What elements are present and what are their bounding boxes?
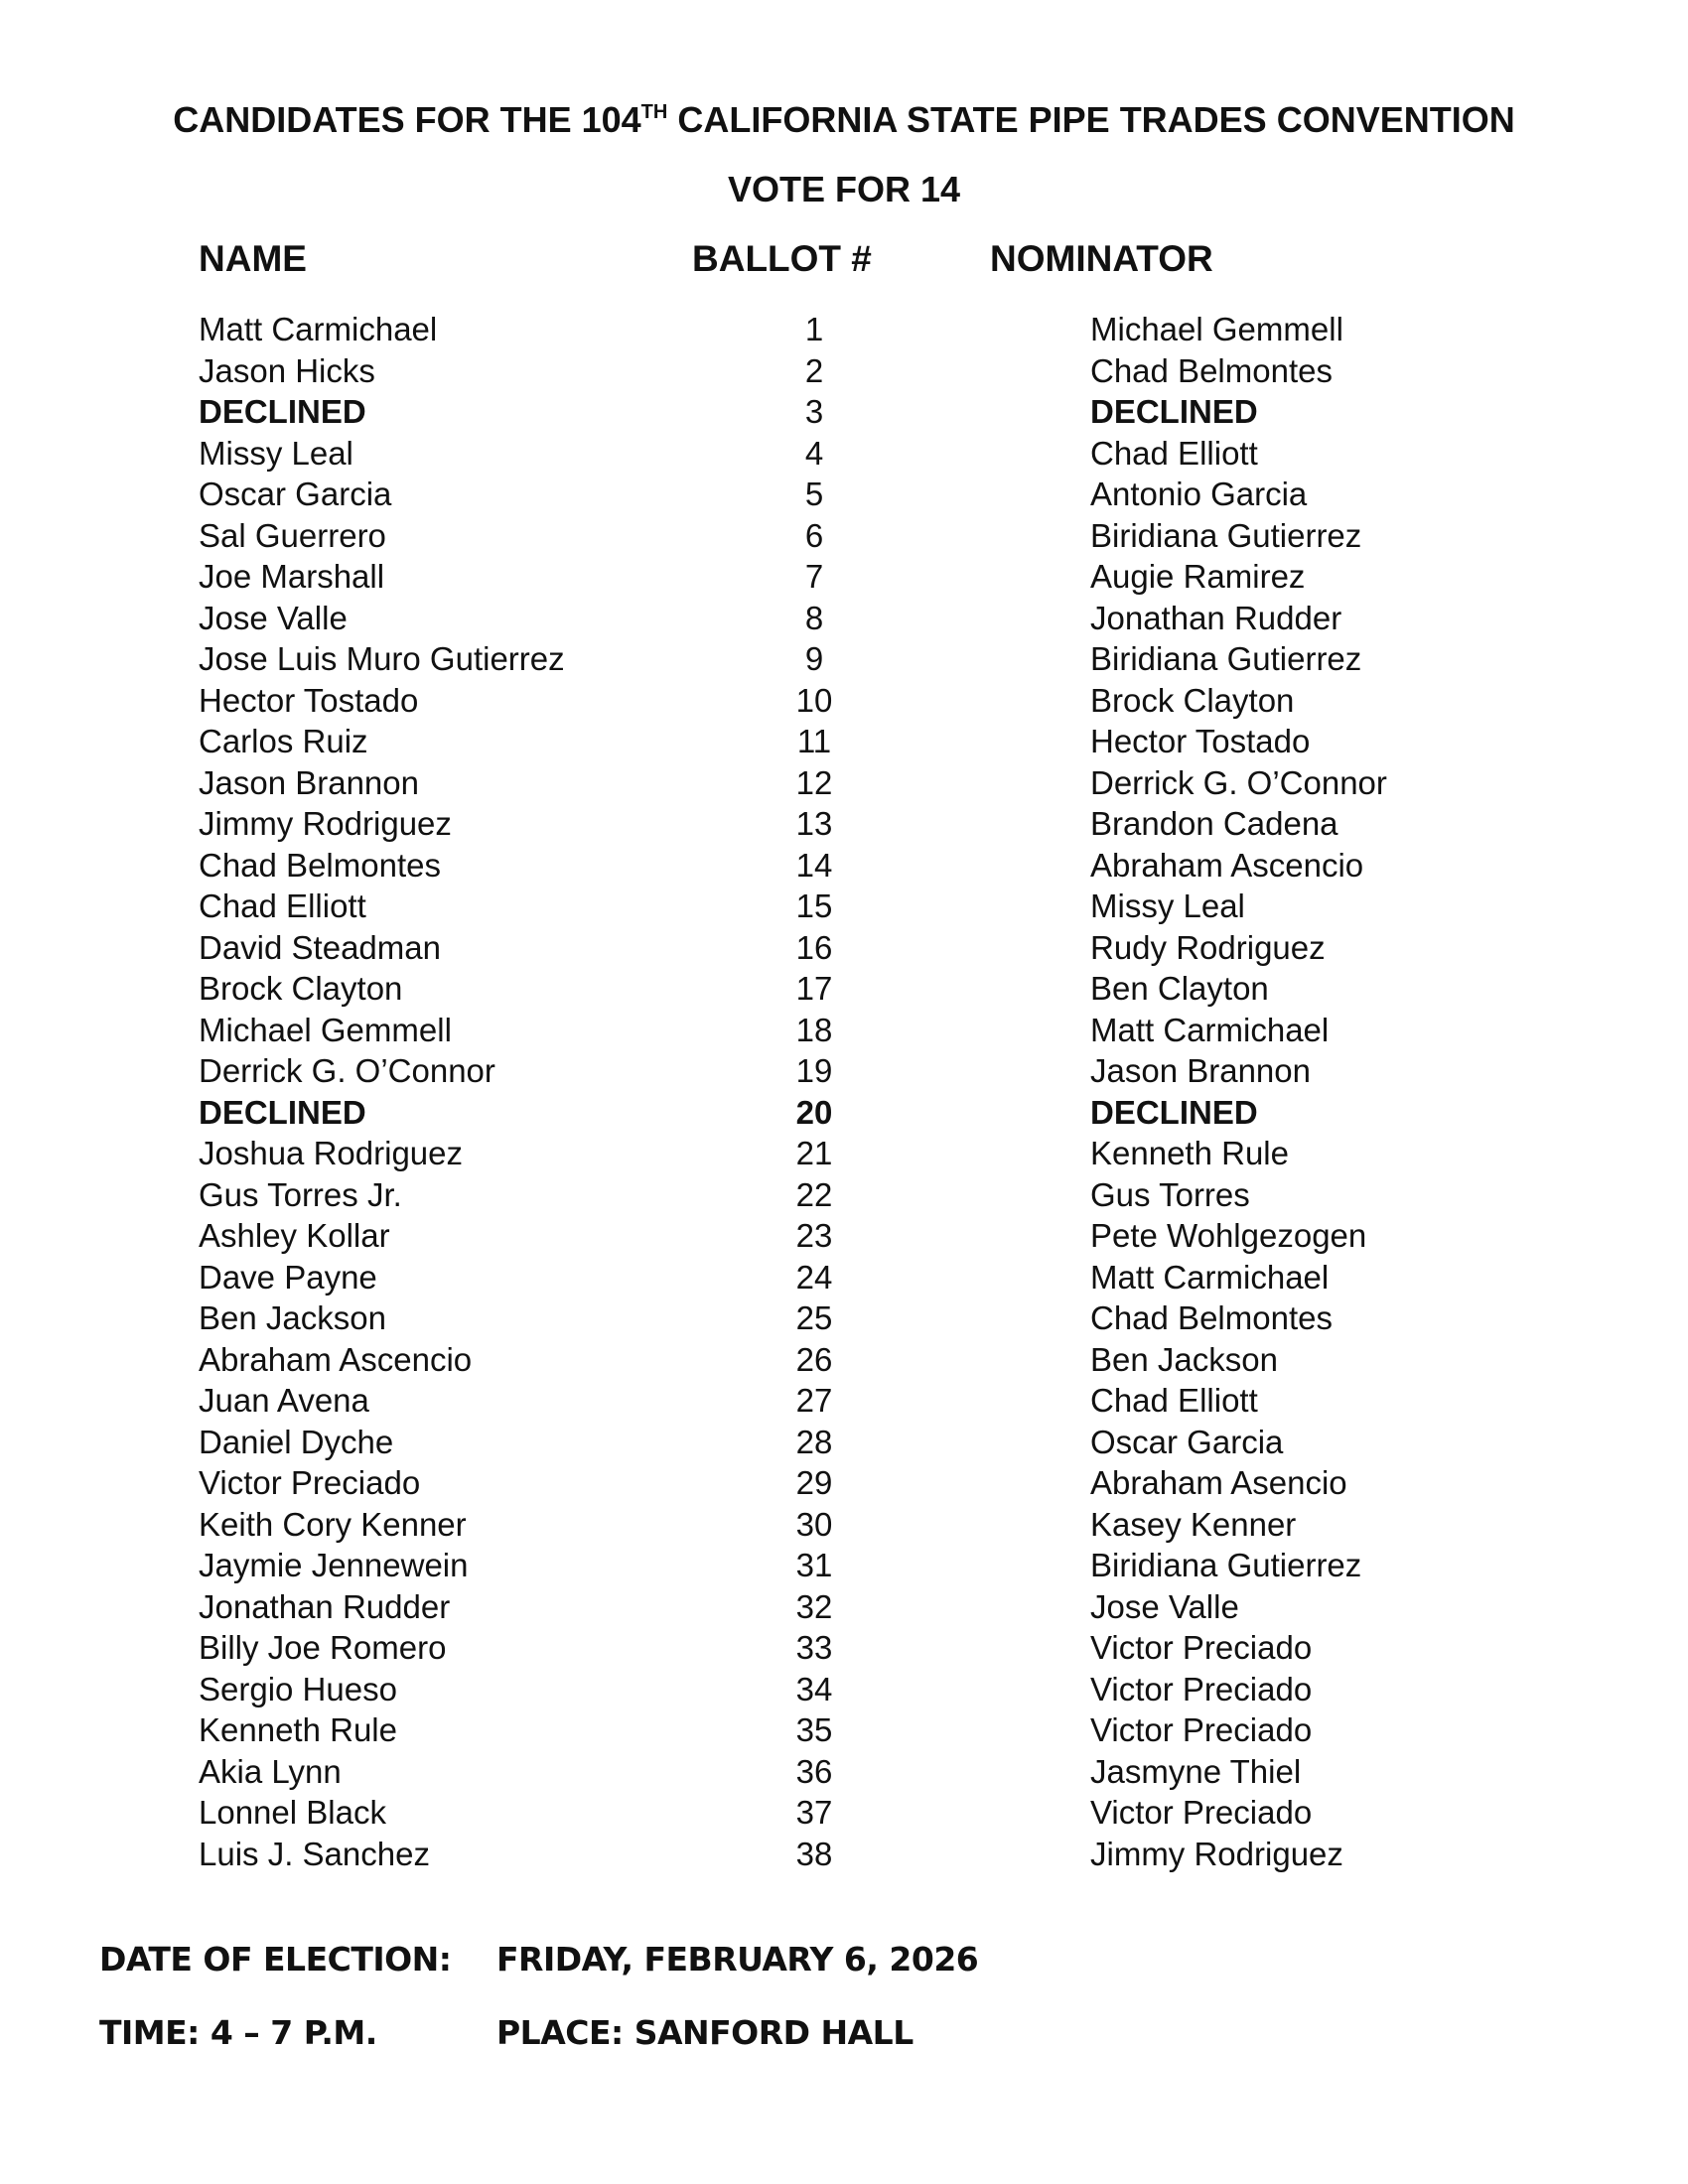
ballot-number: 19 [795,1052,833,1089]
table-row [0,474,1688,515]
table-header [0,234,1688,284]
table-row [0,556,1688,598]
candidate-name: Abraham Ascencio [199,1340,473,1378]
candidate-name: Juan Avena [199,1382,369,1419]
table-row [0,1627,1688,1669]
ballot-number: 24 [795,1258,833,1296]
candidate-name: Joshua Rodriguez [199,1135,463,1171]
table-row [0,391,1688,433]
candidate-name: Dave Payne [199,1258,377,1296]
ballot-number: 37 [795,1794,833,1831]
nominator-name: Kenneth Rule [1090,1135,1289,1171]
nominator-name: Hector Tostado [1090,723,1311,759]
nominator-name: Michael Gemmell [1090,311,1343,347]
candidate-name: Ashley Kollar [199,1217,390,1254]
candidate-table [0,309,1688,1874]
table-row [0,1504,1688,1546]
table-row [0,638,1688,680]
candidate-name: Derrick G. O’Connor [199,1052,495,1089]
candidate-name: Michael Gemmell [199,1011,452,1048]
ballot-number: 15 [795,887,833,924]
nominator-name: Jose Valle [1090,1587,1239,1625]
candidate-name: Gus Torres Jr. [199,1175,402,1213]
table-row [0,433,1688,475]
candidate-name: Victor Preciado [199,1464,421,1501]
table-row [0,515,1688,557]
table-row [0,1545,1688,1586]
candidate-name: Joe Marshall [199,558,385,595]
title-rest: CALIFORNIA STATE PIPE TRADES CONVENTION [667,99,1515,140]
ballot-number: 8 [804,599,824,636]
election-place: PLACE: SANFORD HALL [496,2013,914,2052]
ballot-number: 35 [795,1711,833,1748]
candidate-name: Jose Valle [199,599,348,636]
nominator-name: Jasmyne Thiel [1090,1752,1302,1790]
ballot-number: 12 [795,763,833,801]
nominator-name: Brandon Cadena [1090,805,1338,842]
ballot-number: 4 [804,434,824,472]
table-row [0,886,1688,927]
ballot-number: 10 [795,681,833,719]
candidate-name: Oscar Garcia [199,476,392,512]
nominator-name: Ben Clayton [1090,970,1269,1007]
table-row [0,1133,1688,1174]
table-row [0,968,1688,1010]
nominator-name: Rudy Rodriguez [1090,928,1326,966]
nominator-name: Abraham Ascencio [1090,846,1364,884]
candidate-name: Sergio Hueso [199,1670,397,1707]
candidate-name: Lonnel Black [199,1794,386,1831]
column-header-name: NAME [199,238,307,279]
column-header-ballot: BALLOT # [692,238,872,279]
candidate-name: Jaymie Jennewein [199,1547,469,1583]
election-time: TIME: 4 – 7 P.M. [99,2013,377,2052]
candidate-name: Keith Cory Kenner [199,1505,467,1543]
ballot-number: 22 [795,1175,833,1213]
candidate-name: Jimmy Rodriguez [199,805,452,842]
nominator-name: Biridiana Gutierrez [1090,640,1362,677]
candidate-name: Jose Luis Muro Gutierrez [199,640,565,677]
ballot-number: 2 [804,351,824,389]
table-row [0,1792,1688,1834]
table-row [0,1050,1688,1092]
nominator-name: Jason Brannon [1090,1052,1311,1089]
nominator-name: Jonathan Rudder [1090,599,1342,636]
nominator-name: Gus Torres [1090,1175,1250,1213]
nominator-name: Biridiana Gutierrez [1090,1547,1362,1583]
table-row [0,680,1688,722]
table-row [0,1215,1688,1257]
table-row [0,762,1688,804]
nominator-name: Biridiana Gutierrez [1090,516,1362,554]
candidate-name: Brock Clayton [199,970,403,1007]
table-row [0,803,1688,845]
candidate-name: DECLINED [199,393,366,430]
election-date-value: FRIDAY, FEBRUARY 6, 2026 [496,1940,979,1979]
nominator-name: Chad Belmontes [1090,1299,1333,1336]
table-row [0,1586,1688,1628]
table-row [0,1174,1688,1216]
candidate-name: Daniel Dyche [199,1423,394,1460]
column-header-nominator: NOMINATOR [990,238,1213,279]
candidate-name: Jason Hicks [199,351,375,389]
table-row [0,1339,1688,1381]
ballot-number: 33 [795,1629,833,1666]
nominator-name: Matt Carmichael [1090,1258,1330,1296]
table-row [0,721,1688,762]
ballot-number: 28 [795,1423,833,1460]
ballot-number: 23 [795,1217,833,1254]
candidate-name: Billy Joe Romero [199,1629,447,1666]
nominator-name: Victor Preciado [1090,1711,1313,1748]
nominator-name: Jimmy Rodriguez [1090,1835,1343,1872]
nominator-name: Victor Preciado [1090,1794,1313,1831]
ballot-number: 7 [804,558,824,595]
nominator-name: Ben Jackson [1090,1340,1278,1378]
nominator-name: Chad Elliott [1090,1382,1258,1419]
nominator-name: Derrick G. O’Connor [1090,763,1387,801]
nominator-name: Brock Clayton [1090,681,1295,719]
election-time-place-line [0,2008,1688,2058]
table-row [0,1257,1688,1298]
ballot-number: 14 [795,846,833,884]
table-row [0,1297,1688,1339]
ballot-number: 25 [795,1299,833,1336]
nominator-name: Pete Wohlgezogen [1090,1217,1367,1254]
election-date-label: DATE OF ELECTION: [99,1940,452,1979]
candidate-name: DECLINED [199,1093,366,1131]
candidate-name: Chad Elliott [199,887,366,924]
table-row [0,1380,1688,1422]
ballot-number: 1 [804,311,824,347]
ballot-number: 16 [795,928,833,966]
ballot-number: 26 [795,1340,833,1378]
ballot-number: 34 [795,1670,833,1707]
table-row [0,350,1688,392]
ballot-number: 17 [795,970,833,1007]
candidate-name: Hector Tostado [199,681,419,719]
table-row [0,1092,1688,1134]
candidate-name: Missy Leal [199,434,353,472]
candidate-name: Luis J. Sanchez [199,1835,430,1872]
nominator-name: Victor Preciado [1090,1629,1313,1666]
table-row [0,1751,1688,1793]
table-row [0,1010,1688,1051]
candidate-name: Carlos Ruiz [199,723,368,759]
table-row [0,1422,1688,1463]
election-date-line [0,1935,1688,1984]
nominator-name: Matt Carmichael [1090,1011,1330,1048]
nominator-name: Victor Preciado [1090,1670,1313,1707]
table-row [0,1834,1688,1875]
ballot-number: 11 [796,723,832,759]
ballot-number: 38 [795,1835,833,1872]
nominator-name: Missy Leal [1090,887,1245,924]
candidate-name: Matt Carmichael [199,311,438,347]
table-row [0,845,1688,887]
candidate-name: Akia Lynn [199,1752,342,1790]
title-superscript: TH [640,101,668,123]
candidate-name: Jason Brannon [199,763,419,801]
candidate-name: David Steadman [199,928,441,966]
nominator-name: Chad Belmontes [1090,351,1333,389]
page-title [0,95,1688,145]
ballot-number: 9 [804,640,824,677]
table-row [0,927,1688,969]
table-row [0,598,1688,639]
table-row [0,1462,1688,1504]
ballot-number: 31 [795,1547,833,1583]
table-row [0,1709,1688,1751]
nominator-name: Oscar Garcia [1090,1423,1284,1460]
ballot-number: 13 [795,805,833,842]
nominator-name: DECLINED [1090,1093,1258,1131]
nominator-name: Augie Ramirez [1090,558,1306,595]
ballot-number: 21 [795,1135,833,1171]
ballot-number: 32 [795,1587,833,1625]
ballot-number: 29 [795,1464,833,1501]
vote-instruction: VOTE FOR 14 [727,169,961,209]
ballot-number: 5 [804,476,824,512]
nominator-name: Antonio Garcia [1090,476,1308,512]
nominator-name: DECLINED [1090,393,1258,430]
table-row [0,1669,1688,1710]
ballot-number: 3 [804,393,824,430]
candidate-name: Chad Belmontes [199,846,441,884]
title-main: CANDIDATES FOR THE 104 [173,99,641,140]
nominator-name: Abraham Asencio [1090,1464,1347,1501]
nominator-name: Kasey Kenner [1090,1505,1297,1543]
candidate-name: Sal Guerrero [199,516,386,554]
ballot-number: 6 [804,516,824,554]
nominator-name: Chad Elliott [1090,434,1258,472]
ballot-number: 36 [795,1752,833,1790]
ballot-number: 20 [795,1093,833,1131]
ballot-number: 18 [795,1011,833,1048]
candidate-name: Ben Jackson [199,1299,386,1336]
candidate-name: Jonathan Rudder [199,1587,451,1625]
ballot-number: 30 [795,1505,833,1543]
ballot-number: 27 [795,1382,833,1419]
candidate-name: Kenneth Rule [199,1711,397,1748]
table-row [0,309,1688,350]
